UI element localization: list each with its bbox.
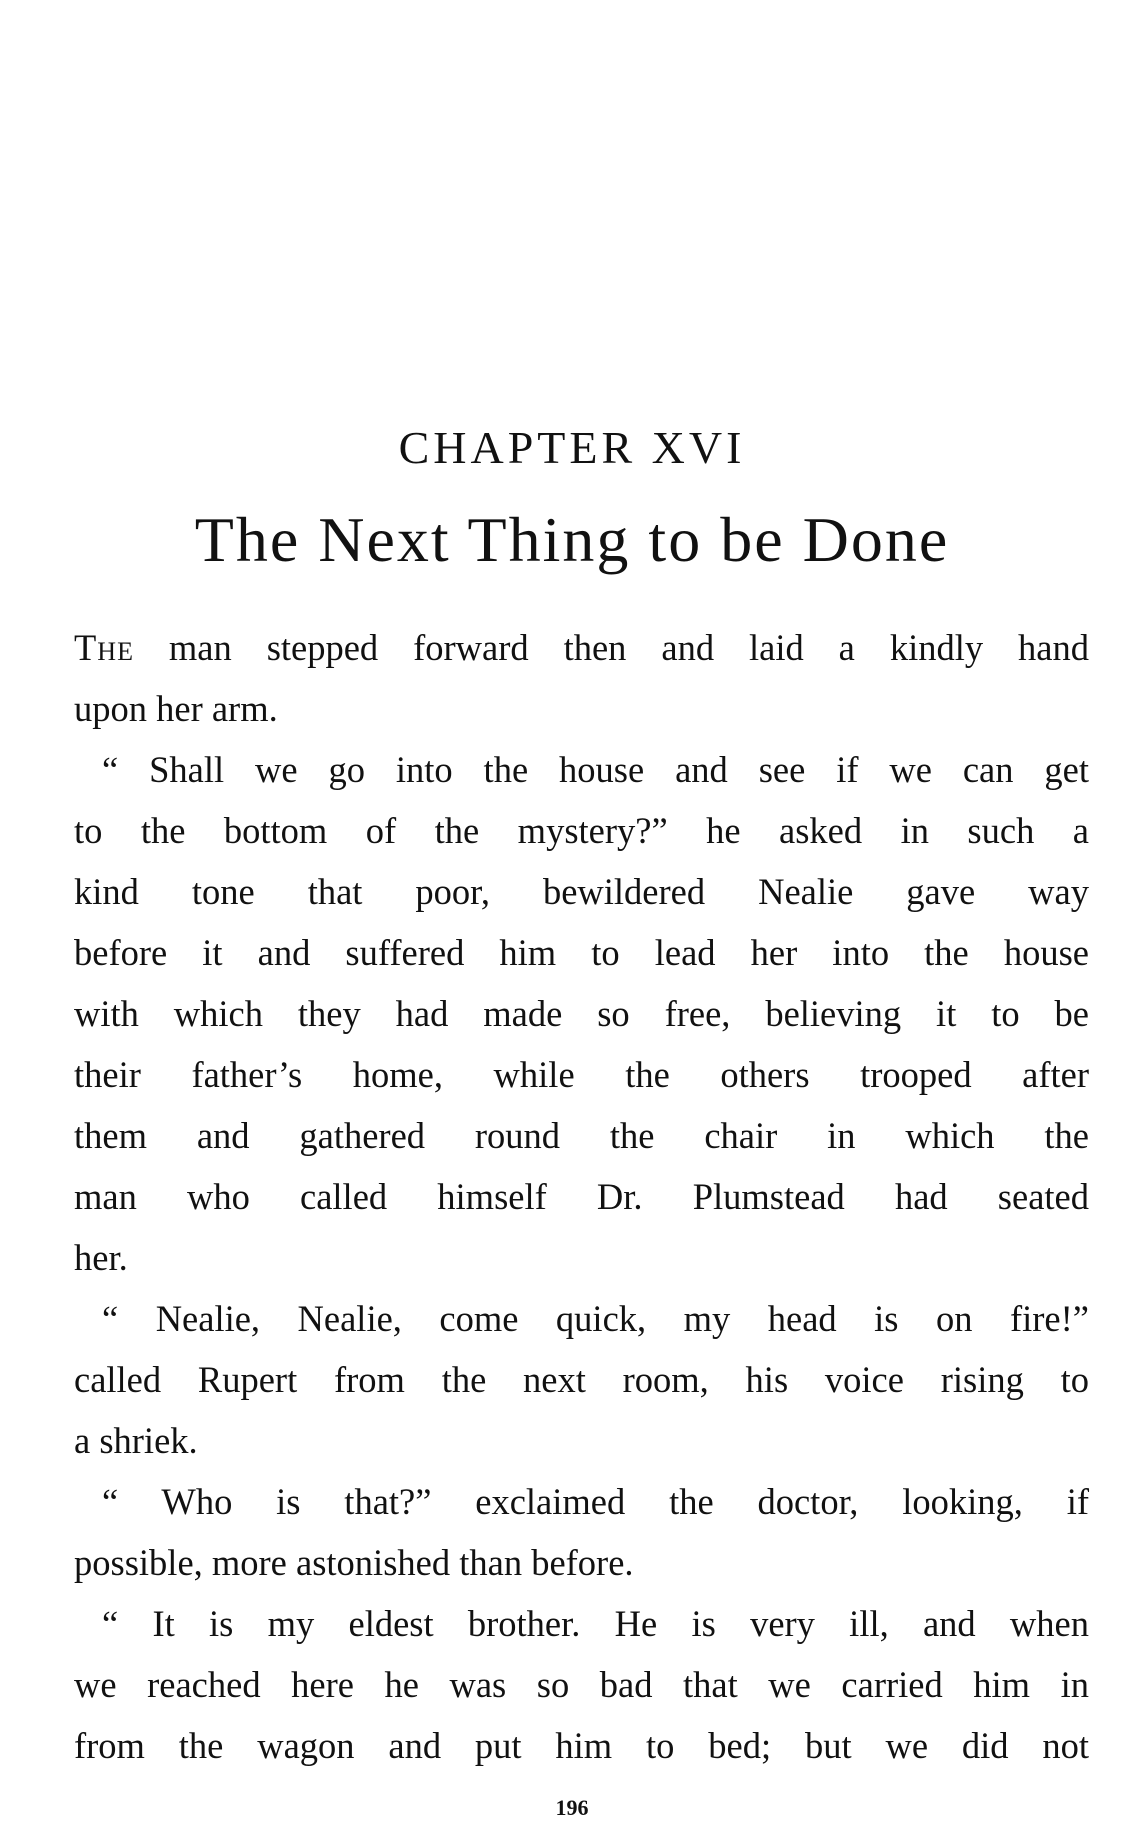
text-line: to the bottom of the mystery?” he asked in such a [74, 810, 1089, 851]
text-line: “ Nealie, Nealie, come quick, my head is on fire!” [102, 1298, 1089, 1339]
text-line: her. [74, 1237, 128, 1278]
text-line: them and gathered round the chair in which the [74, 1115, 1089, 1156]
text-line: from the wagon and put him to bed; but we did not [74, 1725, 1089, 1766]
text-line: possible, more astonished than before. [74, 1542, 634, 1583]
text-line: man who called himself Dr. Plumstead had seated [74, 1176, 1089, 1217]
text-line: kind tone that poor, bewildered Nealie gave way [74, 871, 1089, 912]
chapter-number: CHAPTER XVI [398, 422, 746, 473]
opening-word: The [74, 627, 134, 668]
text-line: a shriek. [74, 1420, 198, 1461]
body-text [74, 617, 1089, 1776]
chapter-title: The Next Thing to be Done [194, 504, 950, 575]
text-line: “ Who is that?” exclaimed the doctor, looking, if [102, 1481, 1089, 1522]
text-line: before it and suffered him to lead her into the house [74, 932, 1089, 973]
text-line: their father’s home, while the others trooped after [74, 1054, 1089, 1095]
text-line: “ Shall we go into the house and see if we can get [102, 749, 1089, 790]
text-line: called Rupert from the next room, his voice rising to [74, 1359, 1089, 1400]
page-number: 196 [555, 1795, 589, 1820]
text-line: with which they had made so free, believing it to be [74, 993, 1089, 1034]
text-line: “ It is my eldest brother. He is very ill, and when [102, 1603, 1089, 1644]
text-line: we reached here he was so bad that we carried him in [74, 1664, 1089, 1705]
text-line-first [74, 617, 1089, 678]
first-line-rest: man stepped forward then and laid a kindly hand [133, 627, 1089, 668]
text-line: upon her arm. [74, 688, 278, 729]
